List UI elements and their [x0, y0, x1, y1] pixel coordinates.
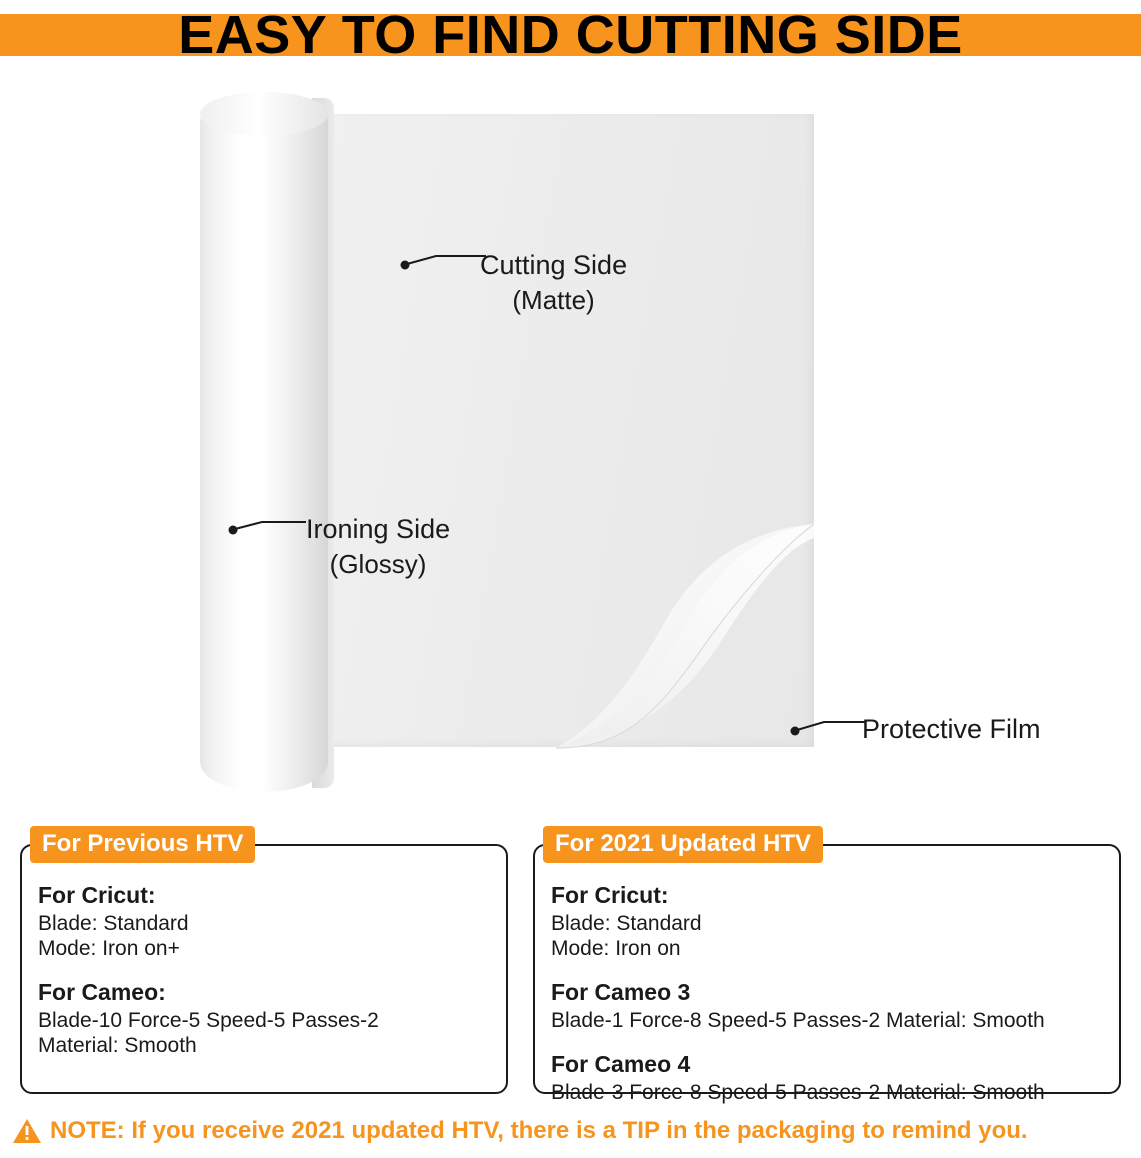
callout-ironing-side-label: Ironing Side — [306, 514, 451, 544]
callout-ironing-side-sub: (Glossy) — [329, 549, 427, 579]
leader-line-ironing-side — [228, 519, 310, 535]
callout-cutting-side — [480, 250, 627, 316]
htv-roll — [200, 92, 328, 792]
card-previous-htv-body — [22, 846, 506, 1069]
card-updated-htv-tag: For 2021 Updated HTV — [543, 826, 823, 863]
header-banner — [0, 0, 1141, 72]
callout-cutting-side-sub: (Matte) — [512, 285, 595, 315]
card-previous-htv-tag: For Previous HTV — [30, 826, 255, 863]
updated-cameo4-heading: For Cameo 4 — [551, 1051, 691, 1077]
leader-line-protective-film — [790, 720, 870, 736]
leader-line-cutting-side — [400, 254, 490, 270]
callout-protective-film-label: Protective Film — [862, 714, 1041, 744]
previous-cameo-line-1: Blade-10 Force-5 Speed-5 Passes-2 — [38, 1009, 379, 1032]
note-bar — [0, 1104, 1141, 1158]
note-text: NOTE: If you receive 2021 updated HTV, there is a TIP in the packaging to remind you. — [50, 1117, 1028, 1144]
card-updated-htv — [533, 830, 1121, 1104]
page-title: EASY TO FIND CUTTING SIDE — [178, 5, 963, 65]
card-updated-htv-body — [535, 846, 1119, 1116]
warning-icon — [12, 1117, 42, 1145]
previous-cricut-line-1: Blade: Standard — [38, 912, 189, 935]
updated-cameo3-heading: For Cameo 3 — [551, 979, 691, 1005]
roll-top-ellipse — [200, 92, 328, 136]
updated-cricut-heading: For Cricut: — [551, 882, 669, 908]
updated-cameo4-line-1: Blade-3 Force-8 Speed-5 Passes-2 Material: Smooth — [551, 1081, 1045, 1104]
card-previous-htv — [20, 830, 508, 1094]
callout-cutting-side-label: Cutting Side — [480, 250, 628, 280]
previous-cricut-line-2: Mode: Iron on+ — [38, 937, 180, 960]
product-illustration — [0, 72, 1141, 812]
previous-cricut-heading: For Cricut: — [38, 882, 156, 908]
updated-cricut-line-2: Mode: Iron on — [551, 937, 681, 960]
previous-cameo-line-2: Material: Smooth — [38, 1034, 197, 1057]
callout-protective-film — [862, 714, 1041, 745]
updated-cameo3-line-1: Blade-1 Force-8 Speed-5 Passes-2 Material: Smooth — [551, 1009, 1045, 1032]
peeled-film-corner — [546, 452, 814, 752]
callout-ironing-side — [306, 514, 450, 580]
previous-cameo-heading: For Cameo: — [38, 979, 166, 1005]
updated-cricut-line-1: Blade: Standard — [551, 912, 702, 935]
settings-cards — [0, 830, 1141, 1104]
